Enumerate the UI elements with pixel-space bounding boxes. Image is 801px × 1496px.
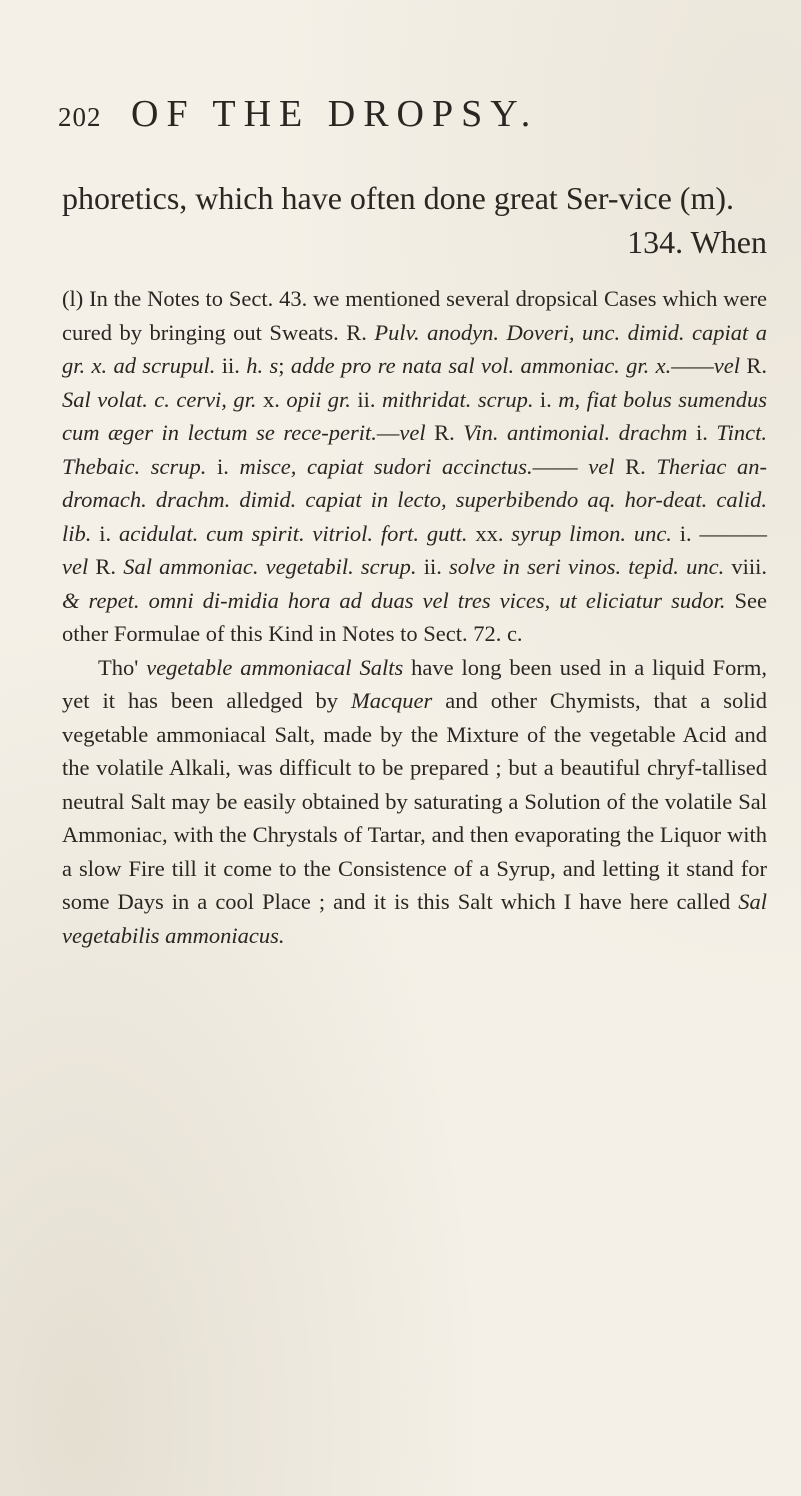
italic-run: mithridat. scrup. (381, 386, 534, 412)
text-run: Tho' (98, 654, 147, 680)
text-run: i. ——— (671, 520, 767, 546)
text-run: i. (533, 386, 559, 412)
italic-run: h. s (246, 353, 279, 378)
italic-run: Tinct. Thebaic. scrup. (62, 420, 767, 479)
text-run: — (671, 353, 694, 378)
italic-run: acidulat. cum spirit. vitriol. fort. gutt. (118, 520, 468, 546)
italic-run: Sal volat. c. cervi, gr. (62, 386, 257, 412)
text-run: —— (532, 453, 589, 479)
text-run: x. (256, 386, 287, 412)
italic-run: adde pro re nata sal vol. ammoniac. gr. x. (290, 353, 672, 378)
italic-run: m, fiat bolus sumendus cum æger in lectum se rece-perit. (62, 386, 767, 445)
footnote-paragraph-1 (62, 282, 767, 651)
text-run: R. (88, 554, 124, 579)
text-run: i. (91, 520, 119, 546)
italic-run: vegetable ammoniacal Salts (146, 654, 404, 680)
text-run: R. (425, 420, 464, 445)
italic-run: syrup limon. unc. (511, 520, 672, 546)
italic-run: solve in seri vinos. tepid. unc. (449, 554, 725, 579)
text-run: See other Formulae of this Kind in Notes to Sect. 72. c. (62, 587, 767, 646)
text-run: ; (278, 353, 291, 378)
text-run: and other Chymists, that a solid vegetable ammoniacal Salt, made by the Mixture of the vegetable Acid and the volatile Alkali, was difficult to be prepared ; but a beautiful chryf-tallised neutral Salt may be easily obtained by saturating a Solution of the volatile Sal Ammoniac, with the Chrystals of Tartar, and then evaporating the Liquor with a slow Fire till it come to the Consistence of a Syrup, and letting it stand for some Days in a cool Place ; and it is this Salt which I have here called (62, 688, 767, 914)
text-run: — (376, 420, 400, 445)
footnote-paragraph-2 (62, 651, 767, 953)
italic-run: vel (399, 420, 426, 445)
body-text (62, 176, 767, 952)
italic-run: & repet. omni di-midia hora ad duas vel tres vices, ut eliciatur sudor. (62, 587, 726, 613)
italic-run: Pulv. anodyn. Doveri, unc. dimid. capiat a gr. x. ad scrupul. (62, 319, 767, 378)
italic-run: vel (62, 554, 89, 579)
running-head: OF THE DROPSY. (131, 93, 539, 135)
page-number: 202 (58, 102, 102, 132)
text-run: i. (206, 453, 240, 479)
text-run: xx. (467, 520, 512, 546)
italic-run: vel (588, 453, 615, 479)
italic-run: Sal vegetabilis ammoniacus. (62, 889, 767, 948)
text-run: i. (687, 420, 717, 445)
italic-run: opii gr. (286, 386, 351, 412)
italic-run: misce, capiat sudori accinctus. (239, 453, 533, 479)
catchword: 134. When (627, 224, 767, 260)
text-run: viii. (724, 554, 768, 579)
text-run: R. (740, 353, 767, 378)
text-run: ii. (416, 554, 450, 579)
italic-run: Vin. antimonial. drachm (463, 420, 688, 445)
italic-run: —vel (693, 353, 740, 378)
text-run: R. (614, 453, 657, 479)
text-run: ii. (350, 386, 382, 412)
lead-paragraph: phoretics, which have often done great Ser-vice (m). (62, 180, 734, 216)
page-header (58, 92, 761, 152)
italic-run: Theriac an-dromach. drachm. dimid. capiat in lecto, superbibendo aq. hor-deat. calid. lib. (62, 453, 767, 546)
italic-run: Sal ammoniac. vegetabil. scrup. (123, 554, 417, 579)
text-run: have long been used in a liquid Form, yet it has been alledged by (62, 654, 767, 713)
italic-run: Macquer (351, 688, 433, 713)
text-run: (l) In the Notes to Sect. 43. we mentioned several dropsical Cases which were cured by bringing out Sweats. R. (62, 286, 767, 345)
footnote (62, 282, 767, 952)
text-run: ii. (215, 353, 247, 378)
